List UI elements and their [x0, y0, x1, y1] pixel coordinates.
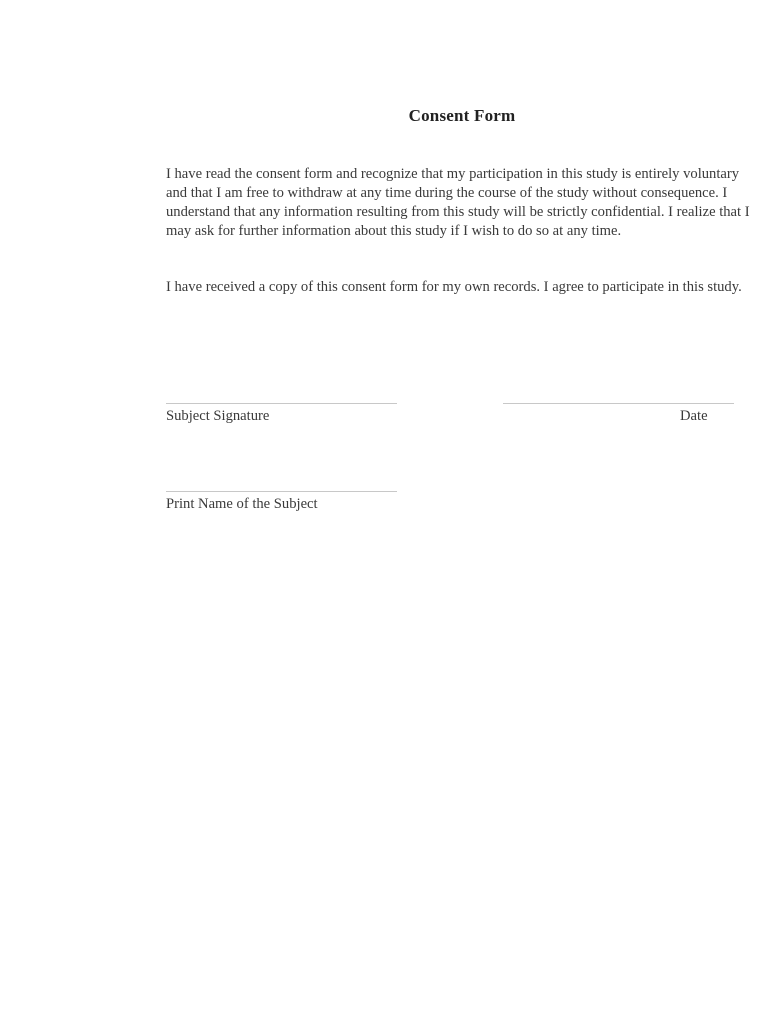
subject-signature-line[interactable]: [166, 403, 397, 404]
date-line[interactable]: [503, 403, 734, 404]
consent-paragraph-voluntary: I have read the consent form and recognize that my participation in this study is entirely voluntary and that I am free to withdraw at any time during the course of the study without consequence. I understand that any information resulting from this study will be strictly confidential. I realize that I may ask for further information about this study if I wish to do so at any time.: [166, 166, 750, 239]
page-title: Consent Form: [408, 106, 516, 125]
subject-signature-label: Subject Signature: [166, 408, 270, 424]
date-label: Date: [680, 408, 708, 424]
print-name-line[interactable]: [166, 491, 397, 492]
consent-paragraph-agreement: I have received a copy of this consent form for my own records. I agree to participate in this study.: [166, 279, 742, 295]
print-name-label: Print Name of the Subject: [166, 496, 318, 512]
